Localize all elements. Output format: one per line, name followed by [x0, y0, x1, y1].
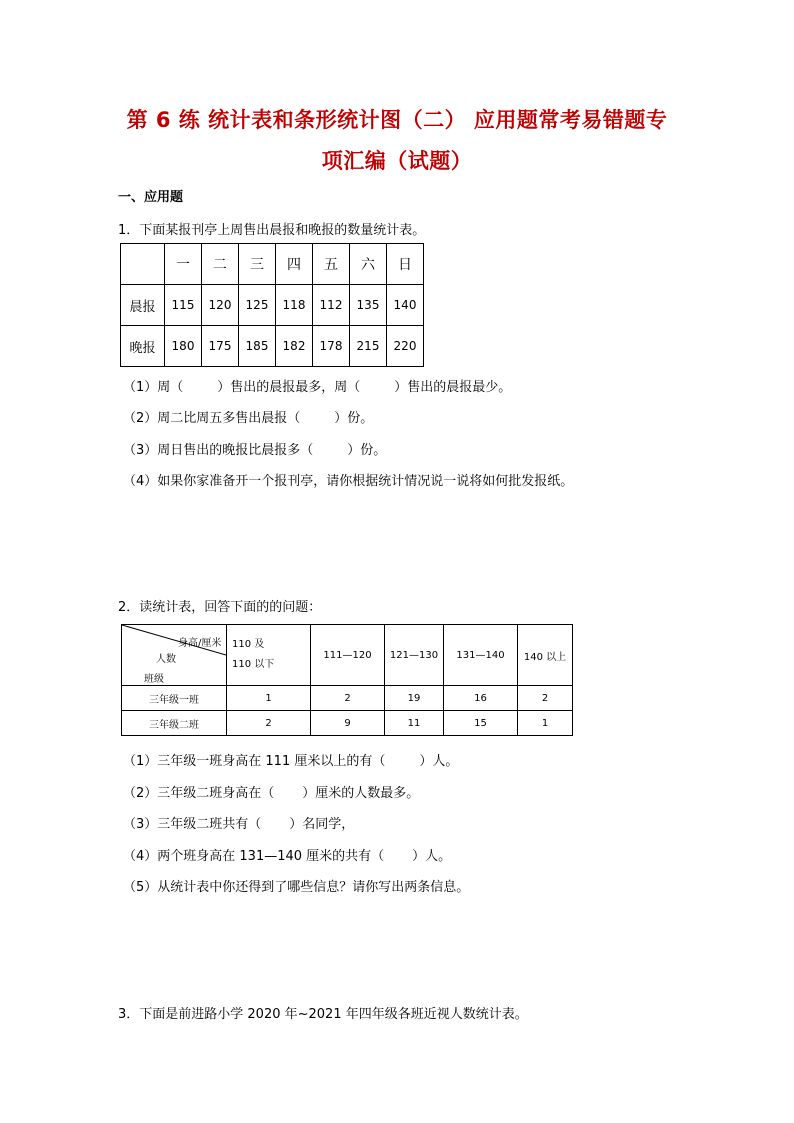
corner-label-count: 人数 [156, 654, 176, 665]
table-cell: 9 [311, 711, 385, 736]
column-header: 111—120 [311, 625, 385, 686]
table-cell: 2 [518, 686, 573, 711]
table-cell: 19 [385, 686, 444, 711]
table-cell: 215 [350, 326, 387, 367]
question-1-part-1: （1）周（ ）售出的晨报最多，周（ ）售出的晨报最少。 [123, 380, 512, 395]
table-row [121, 285, 424, 326]
question-1-part-2: （2）周二比周五多售出晨报（ ）份。 [123, 411, 374, 426]
question-2-part-5: （5）从统计表中你还得到了哪些信息？请你写出两条信息。 [123, 880, 470, 895]
question-2-part-2: （2）三年级二班身高在（ ）厘米的人数最多。 [123, 786, 420, 801]
diagonal-header-cell [122, 625, 227, 686]
day-header: 一 [165, 244, 202, 285]
day-header: 三 [239, 244, 276, 285]
table-cell: 178 [313, 326, 350, 367]
table-cell: 112 [313, 285, 350, 326]
table-cell: 2 [227, 711, 311, 736]
table-cell: 125 [239, 285, 276, 326]
height-statistics-table [121, 624, 573, 736]
table-cell: 11 [385, 711, 444, 736]
column-header: 140 以上 [518, 625, 573, 686]
day-header: 四 [276, 244, 313, 285]
corner-label-height: 身高/厘米 [178, 638, 222, 649]
row-label: 三年级一班 [122, 686, 227, 711]
table-cell: 2 [311, 686, 385, 711]
table-row [122, 686, 573, 711]
table-cell: 1 [518, 711, 573, 736]
table-cell: 175 [202, 326, 239, 367]
day-header: 六 [350, 244, 387, 285]
table-row [122, 711, 573, 736]
question-2-part-4: （4）两个班身高在 131—140 厘米的共有（ ）人。 [123, 849, 452, 864]
row-label: 三年级二班 [122, 711, 227, 736]
table-cell: 182 [276, 326, 313, 367]
section-heading: 一、应用题 [118, 190, 184, 205]
table-cell: 118 [276, 285, 313, 326]
table-cell: 180 [165, 326, 202, 367]
table-header-row [121, 244, 424, 285]
table-cell: 135 [350, 285, 387, 326]
table-cell: 16 [444, 686, 518, 711]
table-header-row [122, 625, 573, 686]
column-header: 121—130 [385, 625, 444, 686]
day-header: 五 [313, 244, 350, 285]
table-corner-cell [121, 244, 165, 285]
question-1-text: 1．下面某报刊亭上周售出晨报和晚报的数量统计表。 [118, 223, 426, 238]
corner-label-class: 班级 [144, 674, 164, 685]
document-title-line1: 第 6 练 统计表和条形统计图（二） 应用题常考易错题专 [126, 108, 668, 132]
column-header: 131—140 [444, 625, 518, 686]
table-cell: 115 [165, 285, 202, 326]
day-header: 日 [387, 244, 424, 285]
row-label: 晚报 [121, 326, 165, 367]
question-3-text: 3．下面是前进路小学 2020 年~2021 年四年级各班近视人数统计表。 [118, 1007, 528, 1022]
row-label: 晨报 [121, 285, 165, 326]
newspaper-sales-table [120, 243, 424, 367]
table-cell: 1 [227, 686, 311, 711]
question-2-part-3: （3）三年级二班共有（ ）名同学， [123, 817, 355, 832]
table-cell: 15 [444, 711, 518, 736]
day-header: 二 [202, 244, 239, 285]
question-1-part-4: （4）如果你家准备开一个报刊亭，请你根据统计情况说一说将如何批发报纸。 [123, 474, 574, 489]
table-cell: 185 [239, 326, 276, 367]
table-cell: 120 [202, 285, 239, 326]
column-header: 110 及 110 以下 [227, 625, 311, 686]
document-title-line2: 项汇编（试题） [321, 149, 473, 173]
question-2-text: 2．读统计表，回答下面的的问题： [118, 600, 322, 615]
question-2-part-1: （1）三年级一班身高在 111 厘米以上的有（ ）人。 [123, 754, 459, 769]
table-row [121, 326, 424, 367]
table-cell: 140 [387, 285, 424, 326]
table-cell: 220 [387, 326, 424, 367]
question-1-part-3: （3）周日售出的晚报比晨报多（ ）份。 [123, 443, 387, 458]
